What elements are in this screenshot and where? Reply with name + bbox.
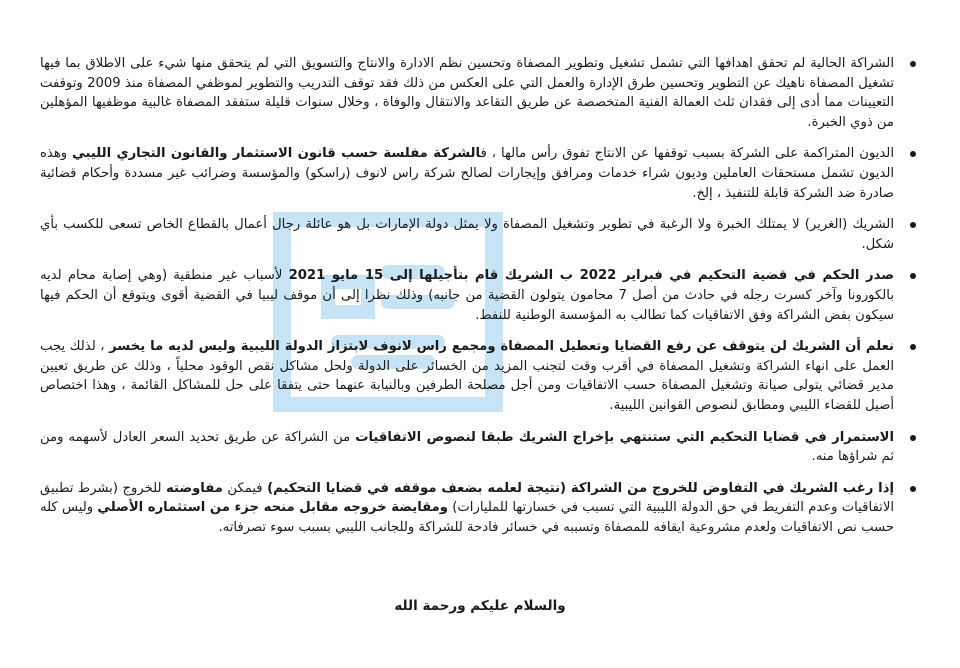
bullet-icon — [910, 273, 916, 279]
text-segment: الشريك (الغرير) لا يمتلك الخبرة ولا الرغبة في تطوير وتشغيل المصفاة ولا يمثل دولة الإمارات بل هو عائلة رجال أعمال بالقطاع الخاص تسعى للكسب بأي شكل. — [40, 217, 894, 252]
bold-segment: الشركة مفلسة حسب قانون الاستثمار والقانون التجاري الليبي — [72, 146, 481, 162]
bullet-icon — [910, 486, 916, 492]
bold-segment: نعلم أن الشريك لن يتوقف عن رفع القضايا وتعطيل المصفاة ومجمع راس لانوف لابتزاز الدولة الليبية وليس لديه ما يخسر — [109, 339, 894, 355]
bullet-icon — [910, 151, 916, 157]
paragraph-text — [40, 56, 894, 130]
text-segment: للخروج (بشرط تطبيق الاتفاقيات وعدم التفريط في حق الدولة الليبية التي تسبب في خسارتها للمليارات) — [40, 480, 895, 516]
paragraph-text — [40, 217, 894, 252]
text-segment: فيمكن — [222, 480, 268, 496]
bullet-icon — [910, 435, 916, 441]
bold-segment: مفاوضته — [165, 480, 223, 496]
bullet-list — [40, 54, 920, 549]
paragraph-text — [40, 481, 894, 535]
text-segment: لأسباب غير منطقية (وهي إصابة محام لديه بالكورونا وآخر كسرت رجله في حادث من أصل 7 محامون يتولون القضية من جانبه) وذلك نظرا إلى أن موقف ليبيا في القضية أقوى ويتوقع أن الحكم فيها سيكون بفض الشراكة وفق الاتفاقيات كما تطالب به المؤسسة الوطنية للنفط. — [40, 268, 894, 323]
paragraph-text — [40, 339, 894, 413]
list-item — [40, 479, 920, 538]
paragraph-text — [40, 268, 894, 322]
bold-segment: الاستمرار في قضايا التحكيم التي ستنتهي بإخراج الشريك طبقا لنصوص الاتفاقيات — [355, 429, 895, 445]
bullet-icon — [910, 344, 916, 350]
bold-segment: صدر الحكم في قضية التحكيم في فبراير 2022 ب الشريك قام بتأجيلها إلى 15 مايو 2021 — [288, 268, 894, 284]
bold-segment: إذا رغب الشريك في التفاوض للخروج من الشراكة (نتيجة لعلمه بضعف موقفه في قضايا التحكيم) — [267, 480, 894, 496]
paragraph-text — [40, 430, 894, 465]
list-item — [40, 266, 920, 325]
list-item — [40, 428, 920, 467]
text-segment: وليس كله حسب نص الاتفاقيات ولعدم مشروعية ايقافه للمصفاة وتسببه في خسائر فادحة للشراكة وللجانب الليبي بسبب سوء تصرفاته. — [40, 500, 894, 535]
text-segment: من الشراكة عن طريق تحديد السعر العادل لأسهمه ومن ثم شراؤها منه. — [40, 429, 894, 465]
text-segment: الشراكة الحالية لم تحقق اهدافها التي تشمل تشغيل وتطوير المصفاة وتحسين نظم الادارة والانتاج والتسويق التي لم يتحقق منها شيء على الاطلاق بما فيها تشغيل المصفاة ناهيك عن التطوير وتحسين طرق الإدارة والعمل التي على العكس من ذلك فقد توقف التدريب والتطوير لموظفي المصفاة منذ 2009 وتوقفت التعيينات مما أدى إلى فقدان ثلث العمالة الفنية المتخصصة عن طريق التقاعد والانتقال والوفاة ، وخلال سنوات قليلة ستفقد المصفاة غالبية موظفيها المؤهلين من ذوي الخبرة. — [40, 56, 895, 130]
text-segment: ، لذلك يجب العمل على انهاء الشراكة وتشغيل المصفاة في أقرب وقت لتجنب المزيد من الخسائر على الدولة ولحل مشاكل نقص الوقود محلياً ، وذلك عن طريق تعيين مدير قضائي يتولى صيانة وتشغيل المصفاة حسب الاتفاقيات ومن أجل مصلحة الطرفين وبالنيابة عنهما حتى يتفقا على حل للمشاكل القائمة ، وهذا اختصاص أصيل للقضاء الليبي ومطابق لنصوص القوانين الليبية. — [40, 339, 894, 413]
bullet-icon — [910, 222, 916, 228]
list-item — [40, 337, 920, 415]
closing-line: والسلام عليكم ورحمة الله — [394, 598, 566, 614]
paragraph-text — [40, 146, 894, 200]
list-item — [40, 54, 920, 132]
list-item — [40, 215, 920, 254]
bold-segment: ومقايضة خروجه مقابل منحه جزء من استثماره الأصلي — [97, 500, 448, 516]
text-segment: الديون المتراكمة على الشركة بسبب توقفها عن الانتاج تفوق رأس مالها ، ف — [480, 146, 894, 162]
bullet-icon — [910, 61, 916, 67]
list-item — [40, 144, 920, 203]
text-segment: وهذه الديون تشمل مستحقات العاملين وديون شراء خدمات ومرافق وإيجارات لصالح شركة راس لانوف (راسكو) والمؤسسة وضرائب غير مسددة وأحكام قضائية صادرة ضد الشركة قابلة للتنفيذ ، إلخ. — [40, 146, 894, 201]
